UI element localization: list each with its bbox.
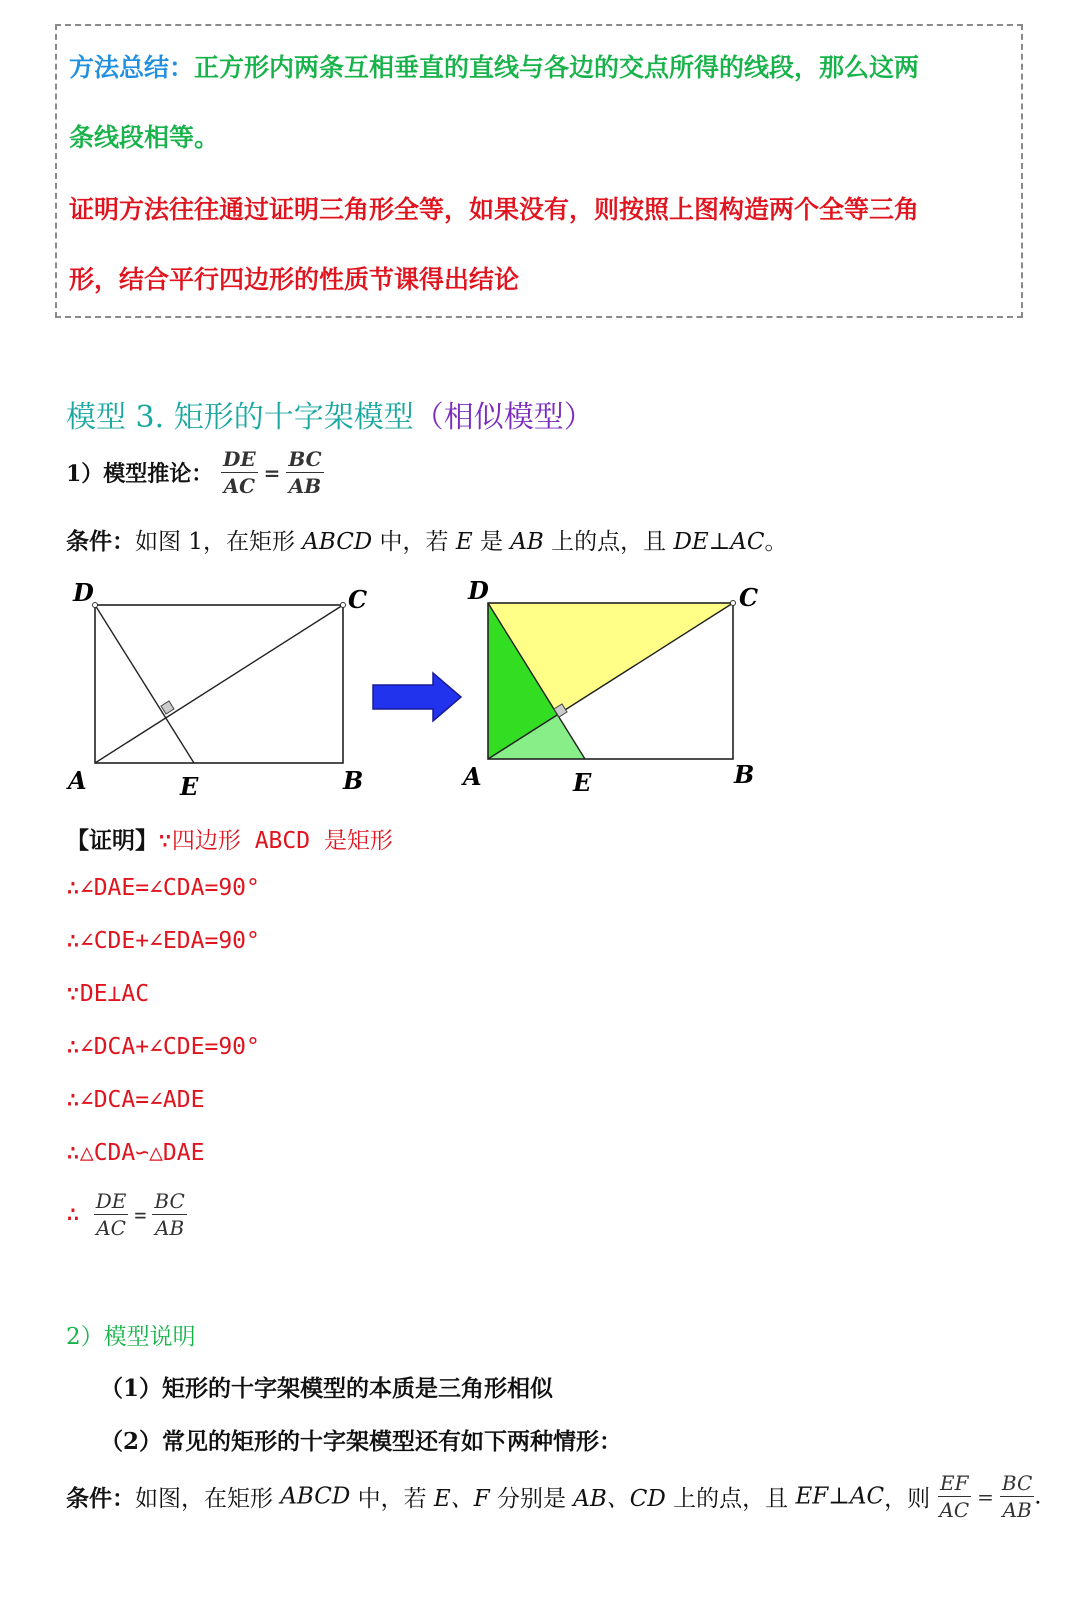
cond-math: AB — [510, 529, 544, 555]
condition-2 — [66, 1472, 1042, 1521]
cond-text: 是 — [472, 529, 511, 555]
cond-math: ABCD — [302, 529, 373, 555]
label-d: D — [73, 578, 94, 607]
equals-sign: = — [977, 1484, 994, 1509]
cond-text: 上的点，且 — [665, 1486, 796, 1512]
inference-frac-2 — [286, 448, 323, 497]
label-d: D — [468, 576, 489, 605]
summary-text-red-1: 证明方法往往通过证明三角形全等，如果没有，则按照上图构造两个全等三角 — [69, 195, 920, 224]
cond-text: ，则 — [884, 1486, 938, 1512]
summary-box — [55, 24, 1023, 318]
point-c — [341, 603, 346, 608]
label-e: E — [573, 768, 592, 797]
frac-den: AC — [939, 1498, 970, 1522]
proof-line-7: ∴△CDA∽△DAE — [66, 1140, 205, 1166]
left-figure — [66, 578, 367, 801]
frac-den: AC — [223, 474, 255, 498]
frac-num: BC — [154, 1189, 185, 1213]
proof-frac-2 — [152, 1190, 186, 1239]
frac-num: DE — [95, 1189, 127, 1213]
cond-text: 如图 1，在矩形 — [135, 529, 303, 555]
segment-de — [95, 605, 194, 763]
summary-text-red-2: 形，结合平行四边形的性质节课得出结论 — [69, 265, 520, 294]
label-a: A — [68, 766, 87, 795]
proof-step: ∵四边形 ABCD 是矩形 — [158, 828, 393, 854]
proof-line-8 — [66, 1190, 187, 1239]
cond2-frac-2 — [1000, 1472, 1034, 1521]
cond-math: E、F — [433, 1486, 490, 1512]
frac-den: AB — [288, 474, 322, 498]
summary-text-green-1: 正方形内两条互相垂直的直线与各边的交点所得的线段，那么这两 — [194, 53, 920, 82]
inference-label: 1）模型推论： — [66, 461, 214, 487]
label-b: B — [343, 766, 364, 795]
proof-line-3: ∴∠CDE+∠EDA=90° — [66, 928, 260, 954]
label-b: B — [734, 760, 755, 789]
proof-line-6: ∴∠DCA=∠ADE — [66, 1087, 205, 1113]
proof-line-2: ∴∠DAE=∠CDA=90° — [66, 875, 260, 901]
point-c — [731, 601, 736, 606]
frac-num: DE — [222, 447, 256, 471]
geometry-figure — [60, 575, 780, 815]
equals-sign: = — [263, 460, 281, 485]
inference-frac-1 — [221, 448, 258, 497]
summary-line-1 — [69, 48, 919, 84]
proof-frac-1 — [94, 1190, 129, 1239]
condition-label: 条件： — [66, 1485, 135, 1512]
arrow-right-icon — [373, 673, 461, 721]
proof-line-1 — [66, 822, 393, 855]
label-a: A — [463, 762, 482, 791]
heading-teal: 模型 3. 矩形的十字架模型 — [66, 400, 414, 435]
right-figure — [461, 576, 758, 797]
label-e: E — [180, 772, 199, 801]
label-c: C — [348, 585, 368, 614]
summary-text-green-2: 条线段相等。 — [69, 123, 220, 152]
section-2-item-1: （1）矩形的十字架模型的本质是三角形相似 — [100, 1375, 554, 1402]
frac-den: AB — [1002, 1498, 1032, 1522]
cond-math: DE⊥AC — [673, 529, 765, 555]
heading-purple: （相似模型） — [413, 400, 594, 435]
proof-label: 【证明】 — [66, 827, 158, 854]
condition-1 — [66, 523, 788, 556]
label-c: C — [739, 583, 759, 612]
therefore-symbol: ∴ — [66, 1201, 80, 1228]
section-2-title: 2）模型说明 — [66, 1324, 196, 1350]
diagonal-ac — [95, 605, 343, 763]
proof-line-4: ∵DE⊥AC — [66, 981, 150, 1007]
cond-text: 中，若 — [350, 1486, 434, 1512]
cond-text: 。 — [764, 529, 788, 555]
frac-num: BC — [1001, 1471, 1033, 1495]
section-2-item-2: （2）常见的矩形的十字架模型还有如下两种情形： — [100, 1428, 623, 1455]
inference-line — [66, 448, 324, 497]
cond-math: AB、CD — [573, 1486, 666, 1512]
cond-text: 如图，在矩形 — [135, 1486, 281, 1512]
period: . — [1034, 1483, 1042, 1510]
condition-label: 条件： — [66, 528, 135, 555]
model-heading — [66, 392, 594, 436]
cond2-frac-1 — [937, 1472, 971, 1521]
cond-text: 中，若 — [372, 529, 456, 555]
frac-den: AC — [96, 1216, 126, 1240]
right-angle-icon — [161, 701, 174, 714]
frac-num: EF — [940, 1471, 969, 1495]
cond-math: EF⊥AC — [795, 1483, 885, 1510]
frac-den: AB — [155, 1216, 185, 1240]
cond-math: ABCD — [280, 1483, 351, 1510]
proof-line-5: ∴∠DCA+∠CDE=90° — [66, 1034, 260, 1060]
cond-text: 分别是 — [489, 1486, 574, 1512]
cond-math: E — [455, 529, 473, 555]
cond-text: 上的点，且 — [543, 529, 674, 555]
frac-num: BC — [288, 447, 322, 471]
equals-sign: = — [134, 1202, 147, 1227]
summary-label: 方法总结： — [69, 53, 195, 82]
